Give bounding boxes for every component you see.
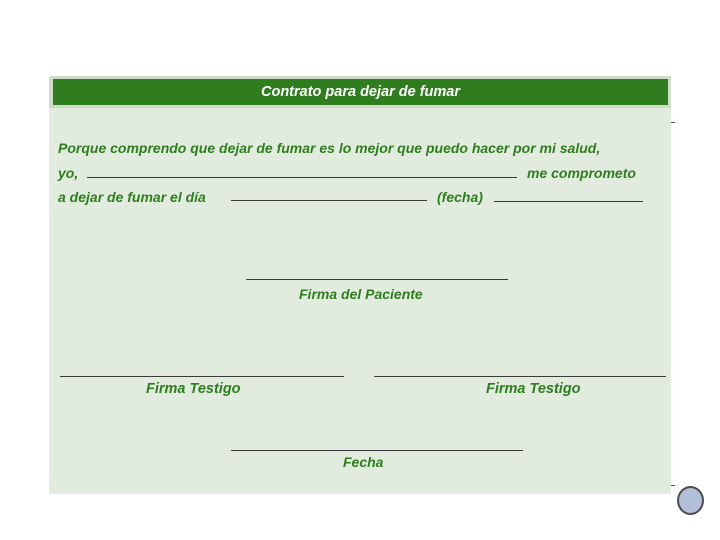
patient-signature-label: Firma del Paciente <box>299 286 423 302</box>
date-label: Fecha <box>343 454 384 470</box>
quit-date-field-line[interactable] <box>231 200 427 201</box>
commitment-text-yo: yo, <box>58 165 79 181</box>
patient-signature-line[interactable] <box>246 279 508 280</box>
commitment-text-compromiso: me comprometo <box>527 165 636 181</box>
witness2-signature-line[interactable] <box>374 376 666 377</box>
date-signature-line[interactable] <box>231 450 523 451</box>
contract-title: Contrato para dejar de fumar <box>260 84 460 100</box>
witness2-signature-label: Firma Testigo <box>486 381 581 397</box>
witness1-signature-line[interactable] <box>60 376 344 377</box>
slide-nav-button[interactable] <box>677 486 704 515</box>
commitment-text-dia: a dejar de fumar el día <box>58 189 206 205</box>
contract-header <box>53 79 668 105</box>
date-field-line[interactable] <box>494 201 643 202</box>
commitment-text-fecha: (fecha) <box>437 189 483 205</box>
edge-tick-top <box>671 122 675 123</box>
name-field-line[interactable] <box>87 177 517 178</box>
contract-card <box>49 76 671 494</box>
edge-tick-bottom <box>671 485 675 486</box>
commitment-text-line1: Porque comprendo que dejar de fumar es lo mejor que puedo hacer por mi salud, <box>58 140 601 156</box>
witness1-signature-label: Firma Testigo <box>146 381 241 397</box>
